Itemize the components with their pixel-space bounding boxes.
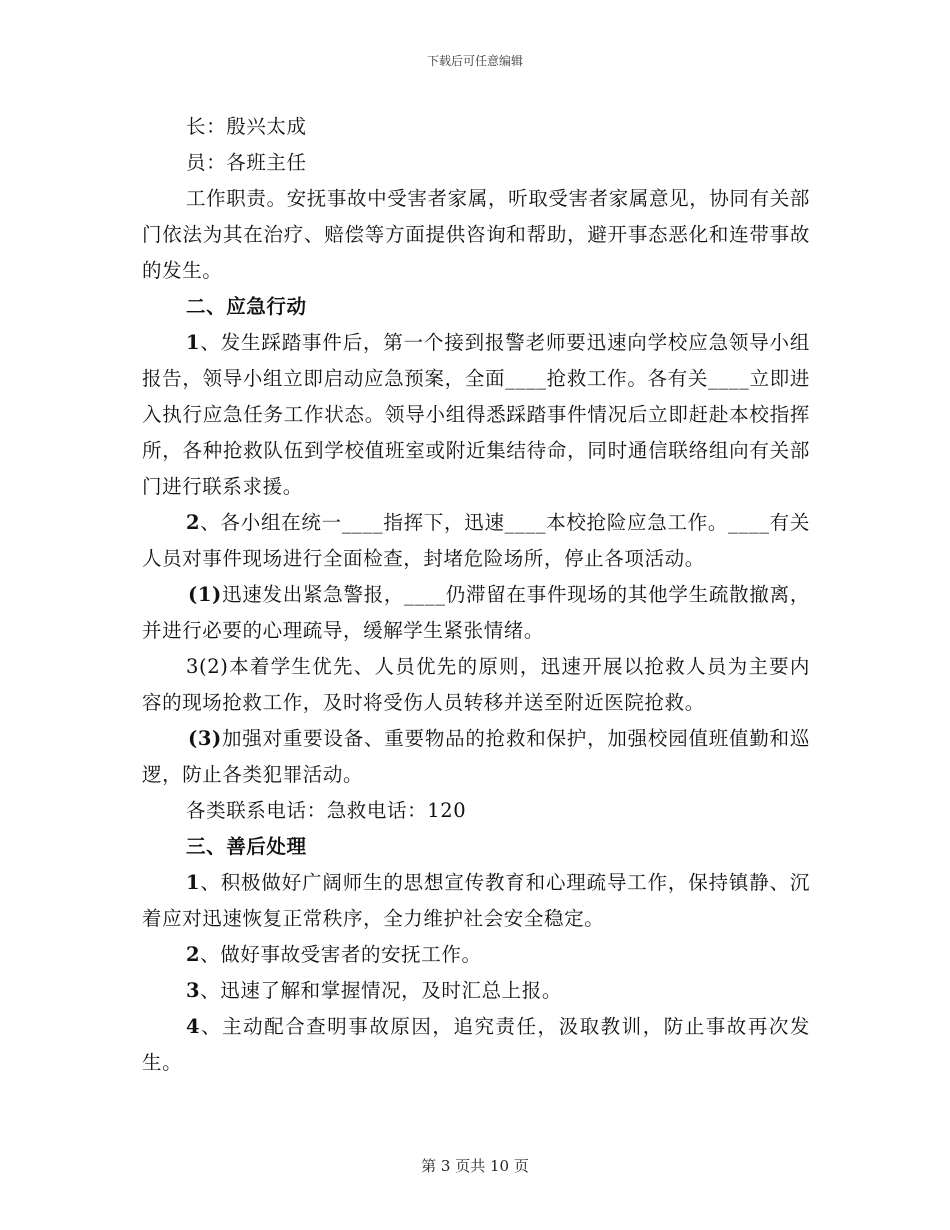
item-number: 2	[186, 943, 201, 966]
item-number: (1)	[188, 583, 222, 606]
section-heading-emergency-action	[142, 289, 810, 325]
paragraph-text: 工作职责。安抚事故中受害者家属，听取受害者家属意见，协同有关部门依法为其在治疗、赔偿等方面提供咨询和帮助，避开事态恶化和连带事故的发生。	[142, 187, 810, 282]
item-number: 4	[186, 1015, 201, 1038]
paragraph-subitem-2	[142, 649, 810, 721]
heading-text: 三、善后处理	[186, 835, 307, 858]
page-header: 下载后可任意编辑	[426, 54, 523, 68]
item-number: (3)	[188, 727, 222, 750]
item-number: 1	[186, 871, 201, 894]
paragraph-text: 、主动配合查明事故原因，追究责任，汲取教训，防止事故再次发生。	[142, 1015, 810, 1074]
paragraph-members	[142, 145, 810, 181]
paragraph-leader	[142, 109, 810, 145]
paragraph-text: 、积极做好广阔师生的思想宣传教育和心理疏导工作，保持镇静、沉着应对迅速恢复正常秩序，全力维护社会安全稳定。	[142, 871, 810, 930]
item-number: 2	[186, 511, 201, 534]
paragraph-contact-phones	[142, 793, 810, 829]
paragraph-text: 、迅速了解和掌握情况，及时汇总上报。	[200, 979, 562, 1002]
paragraph-text: 员：各班主任	[186, 151, 307, 174]
paragraph-aftermath-2	[142, 937, 810, 973]
paragraph-action-1	[142, 325, 810, 505]
paragraph-text: 加强对重要设备、重要物品的抢救和保护，加强校园值班值勤和巡逻，防止各类犯罪活动。	[142, 727, 810, 786]
paragraph-text: 、各小组在统一____指挥下，迅速____本校抢险应急工作。____有关人员对事件现场进行全面检查，封堵危险场所，停止各项活动。	[142, 511, 810, 570]
paragraph-action-2	[142, 505, 810, 577]
paragraph-subitem-3	[142, 721, 810, 793]
paragraph-text: 长：殷兴太成	[186, 115, 307, 138]
paragraph-duties	[142, 181, 810, 289]
paragraph-subitem-1	[142, 577, 810, 649]
document-body	[142, 109, 810, 1081]
paragraph-text: 、做好事故受害者的安抚工作。	[200, 943, 482, 966]
item-number: 3	[186, 979, 201, 1002]
paragraph-text: 迅速发出紧急警报，____仍滞留在事件现场的其他学生疏散撤离，并进行必要的心理疏导，缓解学生紧张情绪。	[142, 583, 810, 642]
paragraph-text: 3(2)本着学生优先、人员优先的原则，迅速开展以抢救人员为主要内容的现场抢救工作，及时将受伤人员转移并送至附近医院抢救。	[142, 655, 810, 714]
paragraph-aftermath-3	[142, 973, 810, 1009]
paragraph-aftermath-4	[142, 1009, 810, 1081]
paragraph-text: 各类联系电话：急救电话：120	[186, 799, 467, 822]
page-footer: 第 3 页共 10 页	[421, 1157, 529, 1175]
paragraph-text: 、发生踩踏事件后，第一个接到报警老师要迅速向学校应急领导小组报告，领导小组立即启动应急预案，全面____抢救工作。各有关____立即进入执行应急任务工作状态。领导小组得悉踩踏事件情况后立即赶赴本校指挥所，各种抢救队伍到学校值班室或附近集结待命，同时通信联络组向有关部门进行联系求援。	[142, 331, 810, 498]
paragraph-aftermath-1	[142, 865, 810, 937]
heading-text: 二、应急行动	[186, 295, 307, 318]
section-heading-aftermath	[142, 829, 810, 865]
item-number: 1	[186, 331, 201, 354]
